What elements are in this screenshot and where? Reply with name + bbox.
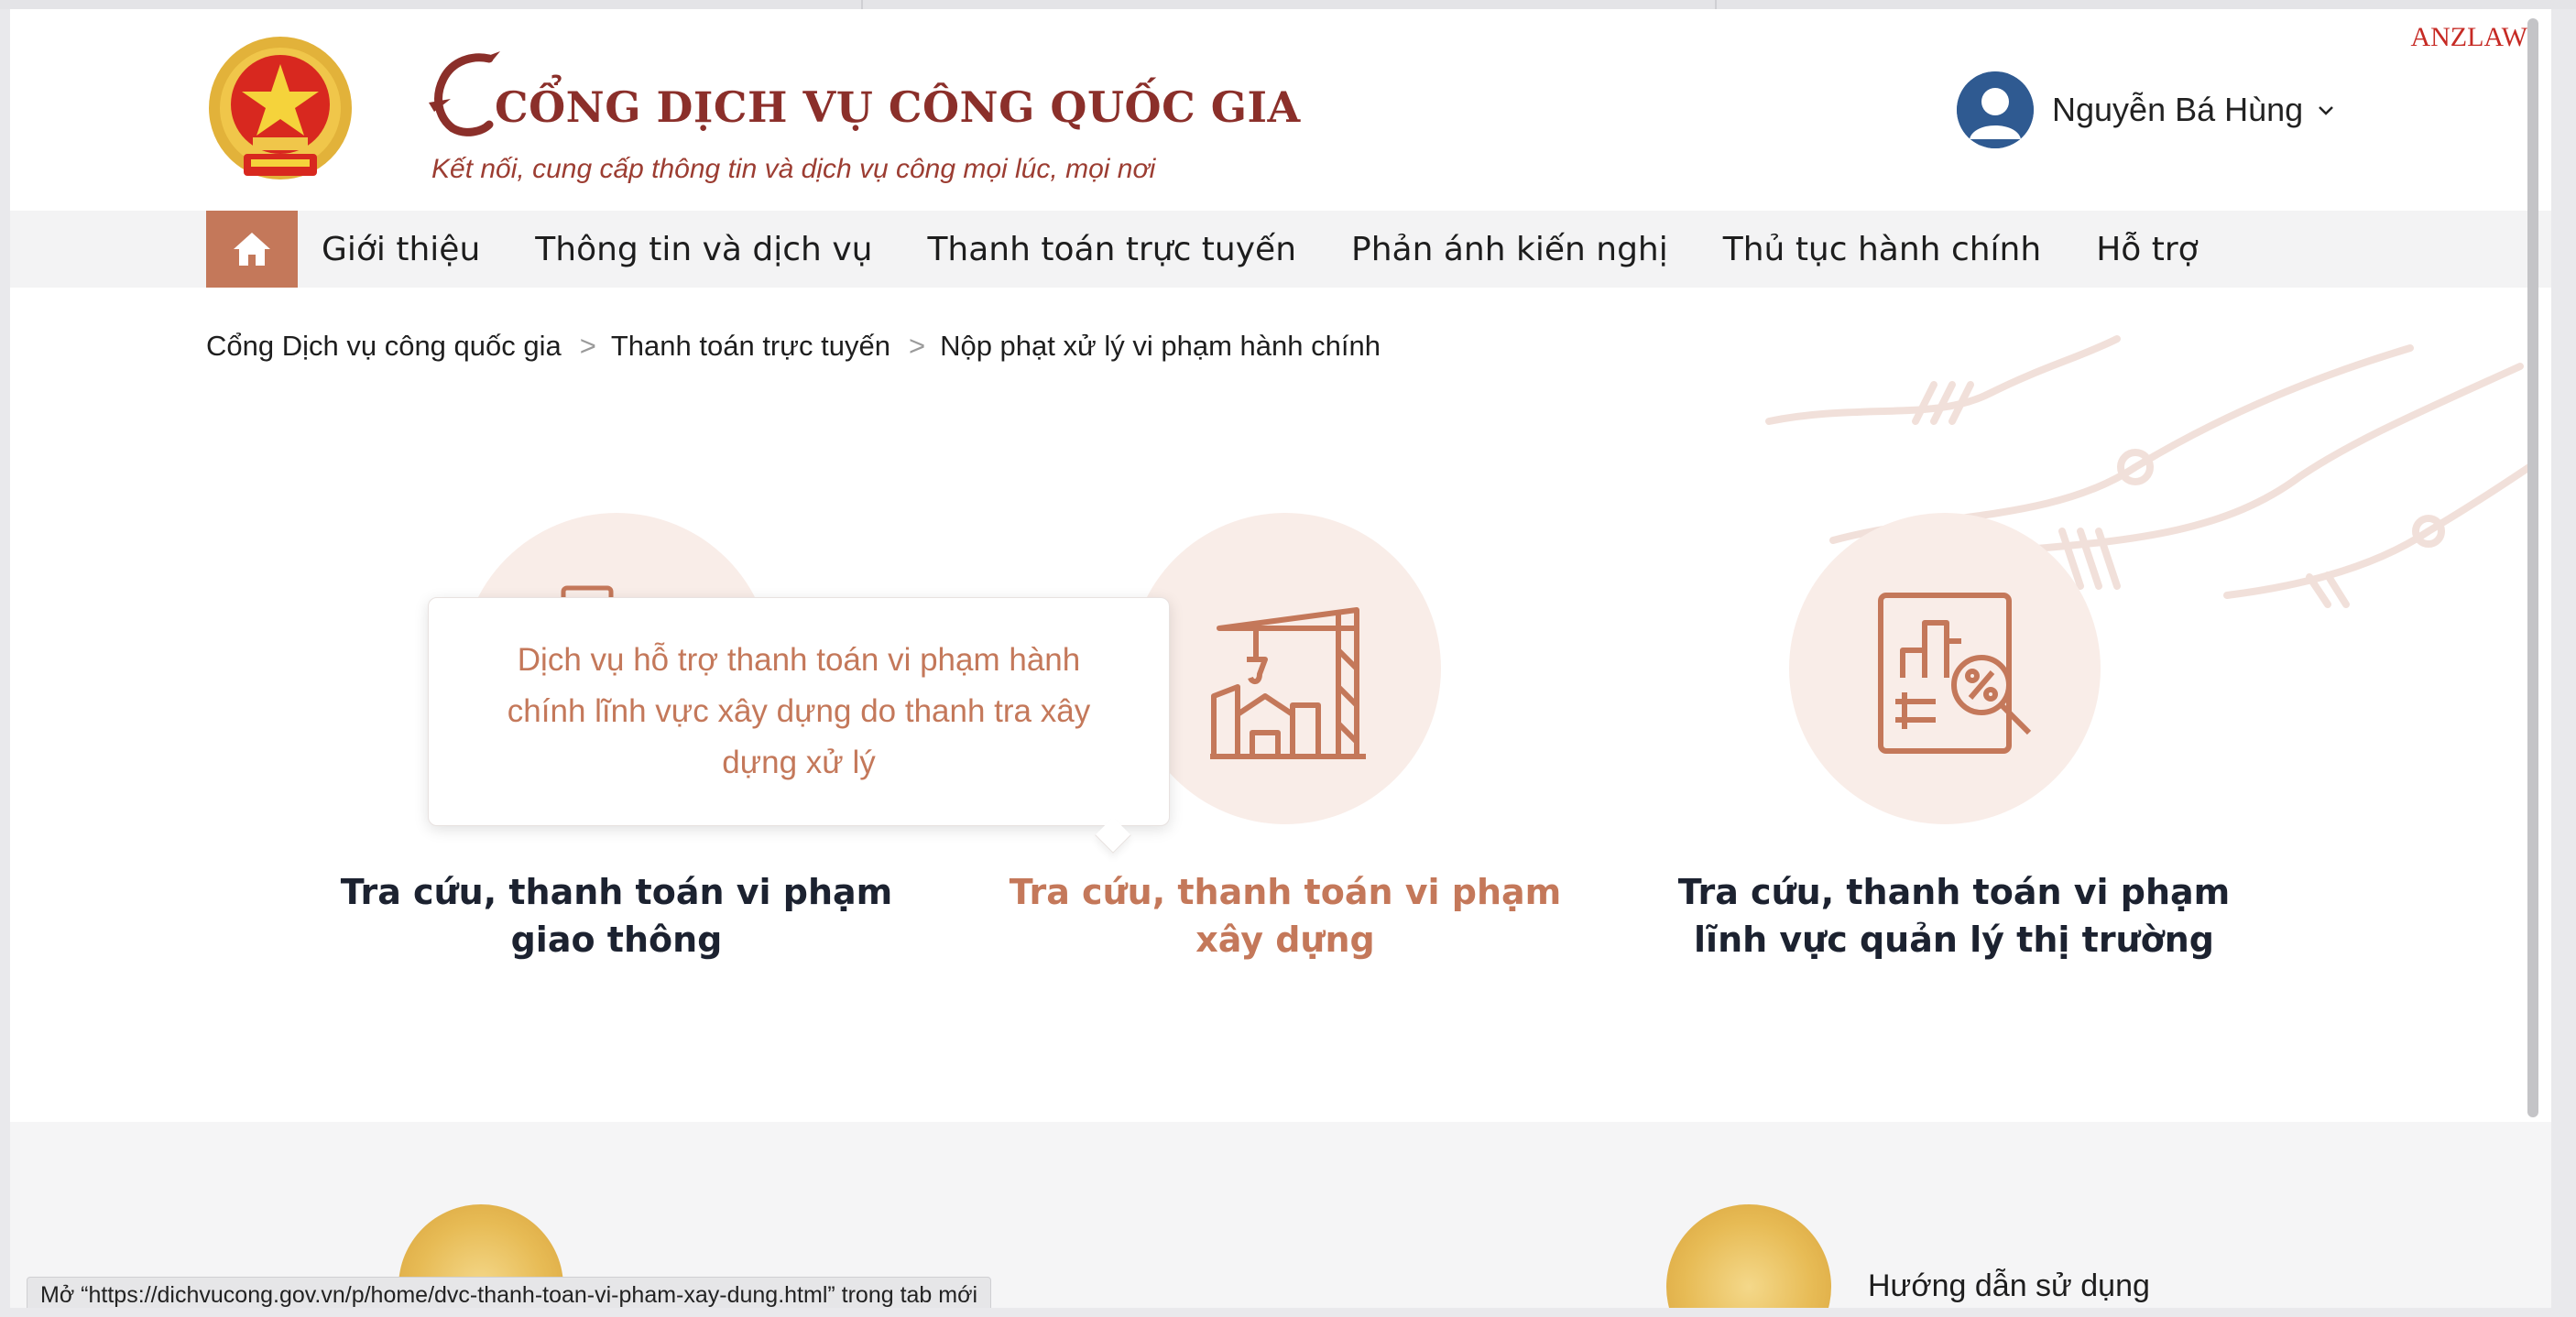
nav-item-thu-tuc[interactable]: Thủ tục hành chính xyxy=(1722,230,2042,268)
breadcrumb-item-current: Nộp phạt xử lý vi phạm hành chính xyxy=(940,330,1381,362)
home-icon xyxy=(232,231,272,267)
chevron-down-icon xyxy=(2316,100,2336,120)
construction-crane-icon xyxy=(1201,595,1375,760)
nav-item-thanh-toan[interactable]: Thanh toán trực tuyến xyxy=(927,230,1297,268)
nav-item-ho-tro[interactable]: Hỗ trợ xyxy=(2096,230,2199,268)
card-title-market[interactable]: Tra cứu, thanh toán vi phạm lĩnh vực quản lý thị trường xyxy=(1677,872,2231,960)
nav-item-gioi-thieu[interactable]: Giới thiệu xyxy=(322,230,481,268)
nav-item-phan-anh[interactable]: Phản ánh kiến nghị xyxy=(1351,230,1668,268)
user-menu[interactable] xyxy=(1957,71,2336,148)
tab-divider xyxy=(1715,0,1717,9)
service-tooltip: Dịch vụ hỗ trợ thanh toán vi phạm hành chính lĩnh vực xây dựng do thanh tra xây dựng xử lý xyxy=(428,597,1170,826)
site-title-text: CỔNG DỊCH VỤ CÔNG QUỐC GIA xyxy=(495,82,1301,132)
scrollbar-thumb[interactable] xyxy=(2527,18,2538,1117)
market-report-icon xyxy=(1862,586,2036,760)
user-guide-link[interactable]: Hướng dẫn sử dụng xyxy=(1868,1268,2150,1303)
nav-home-button[interactable] xyxy=(206,211,298,288)
national-emblem-icon[interactable] xyxy=(205,35,355,192)
crane-bird-icon xyxy=(425,48,502,137)
card-title-traffic[interactable]: Tra cứu, thanh toán vi phạm giao thông xyxy=(340,872,893,960)
browser-top-strip xyxy=(0,0,2576,9)
main-nav xyxy=(10,211,2551,288)
page-viewport xyxy=(10,9,2551,1308)
breadcrumb-separator: > xyxy=(579,330,596,362)
card-title-construction[interactable]: Tra cứu, thanh toán vi phạm xây dựng xyxy=(1009,872,1562,960)
site-title[interactable] xyxy=(425,46,1301,137)
vertical-scrollbar[interactable] xyxy=(2526,18,2540,1134)
breadcrumb-item-payment[interactable]: Thanh toán trực tuyến xyxy=(610,330,890,362)
breadcrumb-separator: > xyxy=(908,330,926,362)
breadcrumb-item-home[interactable]: Cổng Dịch vụ công quốc gia xyxy=(206,330,562,362)
browser-status-bar: Mở “https://dichvucong.gov.vn/p/home/dvc-thanh-toan-vi-pham-xay-dung.html” trong tab mới xyxy=(27,1277,991,1308)
nav-item-thong-tin-dich-vu[interactable]: Thông tin và dịch vụ xyxy=(535,230,873,268)
drum-emblem-icon xyxy=(1666,1204,1831,1308)
site-tagline: Kết nối, cung cấp thông tin và dịch vụ công mọi lúc, mọi nơi xyxy=(431,154,1156,184)
watermark-label: ANZLAW xyxy=(2410,22,2527,52)
breadcrumb xyxy=(206,330,1381,363)
user-avatar-icon xyxy=(1957,71,2034,148)
user-name: Nguyễn Bá Hùng xyxy=(2052,91,2304,128)
tab-divider xyxy=(861,0,863,9)
